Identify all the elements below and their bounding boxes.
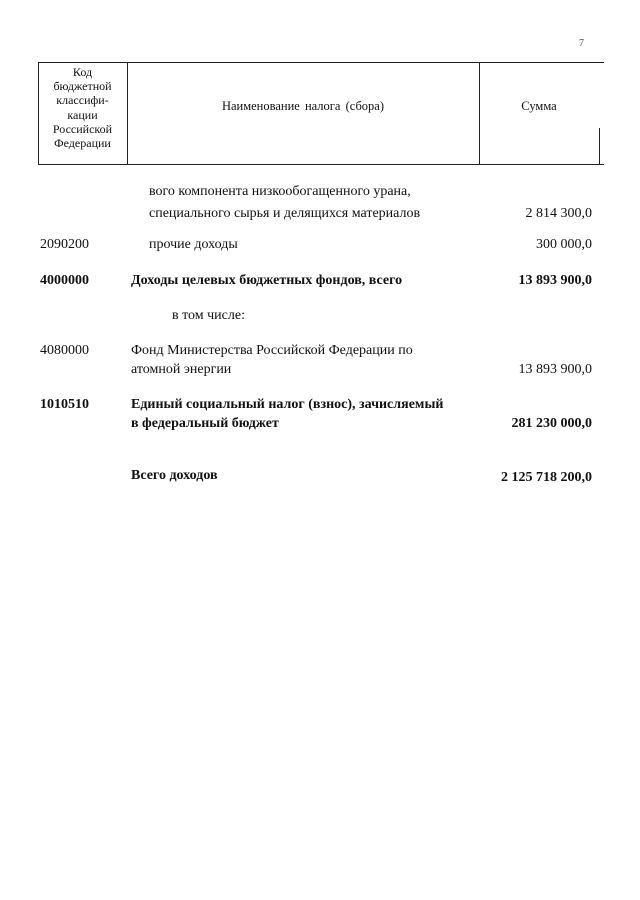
row-name: [149, 183, 479, 223]
row-name-line: вого компонента низкообогащенного урана,: [149, 184, 411, 199]
row-amount: 13 893 900,0: [518, 273, 592, 288]
header-name-column: Наименование налога (сбора): [221, 99, 385, 113]
table-header-top-border: [38, 62, 604, 63]
row-name-line: атомной энергии: [131, 362, 232, 377]
row-name-line: Единый социальный налог (взнос), зачисляемый: [131, 397, 444, 412]
table-header: [38, 62, 640, 166]
row-amount: 2 814 300,0: [525, 206, 592, 221]
table-header-bottom-border: [38, 164, 604, 165]
row-code: 1010510: [40, 397, 89, 412]
row-name-line: в федеральный бюджет: [131, 416, 279, 431]
row-amount: 281 230 000,0: [511, 416, 592, 431]
row-name: прочие доходы: [149, 237, 238, 252]
column-divider: [599, 128, 600, 164]
row-name: в том числе:: [172, 308, 245, 323]
row-code: 4000000: [40, 273, 89, 288]
row-amount: 2 125 718 200,0: [501, 470, 592, 485]
row-amount: 13 893 900,0: [518, 362, 592, 377]
page-number: 7: [579, 38, 584, 49]
row-amount: 300 000,0: [536, 237, 592, 252]
row-name-line: специального сырья и делящихся материалов: [149, 206, 421, 221]
row-name-line: Фонд Министерства Российской Федерации по: [131, 343, 413, 358]
row-name: Доходы целевых бюджетных фондов, всего: [131, 273, 403, 288]
header-sum-column: Сумма: [521, 99, 557, 113]
row-name: [131, 342, 491, 379]
row-code: 2090200: [40, 237, 89, 252]
row-name: Всего доходов: [131, 468, 218, 483]
row-code: 4080000: [40, 343, 89, 358]
row-name: [131, 396, 491, 433]
header-code-column: Код бюджетной классифи- кации Российской Федерации: [52, 65, 113, 151]
